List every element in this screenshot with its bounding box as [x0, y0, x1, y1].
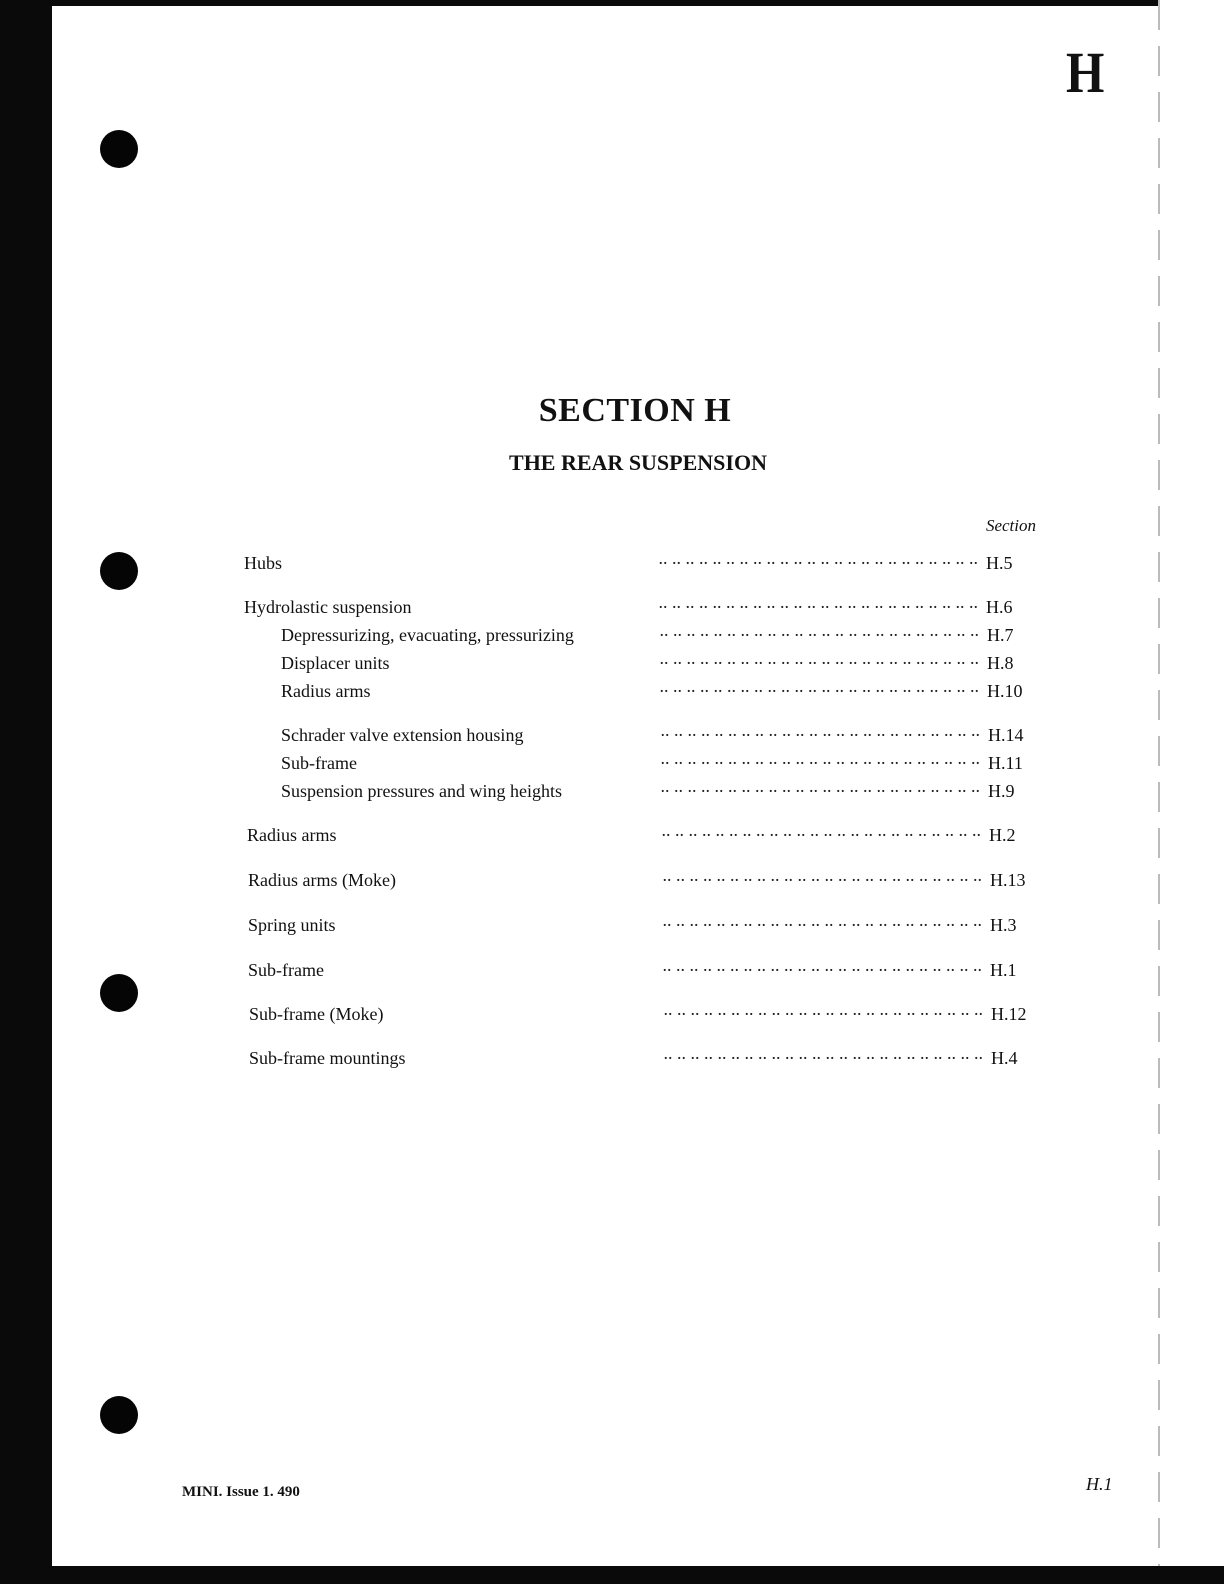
toc-reference: H.8: [987, 653, 1014, 673]
dot-leader: [343, 820, 982, 841]
toc-label: Sub-frame (Moke): [249, 1004, 384, 1024]
toc-reference: H.13: [990, 870, 1026, 890]
toc-reference: H.3: [990, 915, 1017, 935]
toc-entry: [248, 910, 1038, 934]
dot-leader: [580, 620, 979, 641]
toc-reference: H.1: [990, 960, 1017, 980]
toc-label: Spring units: [248, 915, 336, 935]
toc-entry: [244, 592, 1034, 616]
toc-label: Radius arms: [281, 681, 371, 701]
footer-issue-info: MINI. Issue 1. 490: [182, 1484, 300, 1500]
toc-entry: [281, 748, 1036, 772]
toc-reference: H.4: [991, 1048, 1018, 1068]
section-column-header: Section: [985, 516, 1036, 535]
toc-reference: H.10: [987, 681, 1023, 701]
dot-leader: [363, 748, 980, 769]
toc-entry: [281, 648, 1035, 672]
toc-entry: [248, 865, 1038, 889]
toc-label: Sub-frame: [281, 753, 357, 773]
toc-entry: [244, 548, 1034, 572]
toc-entry: [281, 776, 1036, 800]
dot-leader: [411, 1043, 983, 1064]
dot-leader: [568, 776, 980, 797]
toc-entry: [247, 820, 1037, 844]
punch-hole: [100, 974, 138, 1012]
dot-leader: [395, 648, 979, 669]
page-subtitle: THE REAR SUSPENSION: [509, 450, 767, 475]
toc-reference: H.14: [988, 725, 1024, 745]
toc-entry: [281, 676, 1035, 700]
page-edge-right: [1158, 0, 1160, 1566]
dot-leader: [330, 955, 982, 976]
dot-leader: [402, 865, 982, 886]
toc-entry: [249, 1043, 1039, 1067]
section-marker: H: [1066, 40, 1105, 105]
punch-hole: [100, 130, 138, 168]
dot-leader: [377, 676, 980, 697]
toc-reference: H.12: [991, 1004, 1027, 1024]
toc-reference: H.11: [988, 753, 1023, 773]
toc-entry: [281, 720, 1036, 744]
dot-leader: [417, 592, 978, 613]
toc-label: Radius arms: [247, 825, 337, 845]
scan-border-bottom: [0, 1566, 1224, 1584]
toc-reference: H.2: [989, 825, 1016, 845]
scan-border-left: [0, 0, 52, 1584]
dot-leader: [529, 720, 980, 741]
dot-leader: [342, 910, 982, 931]
toc-label: Radius arms (Moke): [248, 870, 396, 890]
toc-label: Schrader valve extension housing: [281, 725, 524, 745]
toc-label: Depressurizing, evacuating, pressurizing: [281, 625, 574, 645]
toc-reference: H.9: [988, 781, 1015, 801]
page-title: SECTION H: [538, 392, 732, 429]
toc-entry: [281, 620, 1035, 644]
page-number: H.1: [1086, 1474, 1113, 1494]
toc-label: Sub-frame mountings: [249, 1048, 406, 1068]
dot-leader: [288, 548, 978, 569]
punch-hole: [100, 552, 138, 590]
dot-leader: [389, 999, 983, 1020]
toc-reference: H.5: [986, 553, 1013, 573]
toc-label: Hydrolastic suspension: [244, 597, 412, 617]
scan-border-top: [0, 0, 1160, 6]
toc-label: Sub-frame: [248, 960, 324, 980]
toc-entry: [248, 955, 1038, 979]
toc-reference: H.7: [987, 625, 1014, 645]
toc-label: Suspension pressures and wing heights: [281, 781, 562, 801]
toc-entry: [249, 999, 1039, 1023]
toc-label: Displacer units: [281, 653, 390, 673]
toc-label: Hubs: [244, 553, 283, 573]
toc-reference: H.6: [986, 597, 1013, 617]
punch-hole: [100, 1396, 138, 1434]
